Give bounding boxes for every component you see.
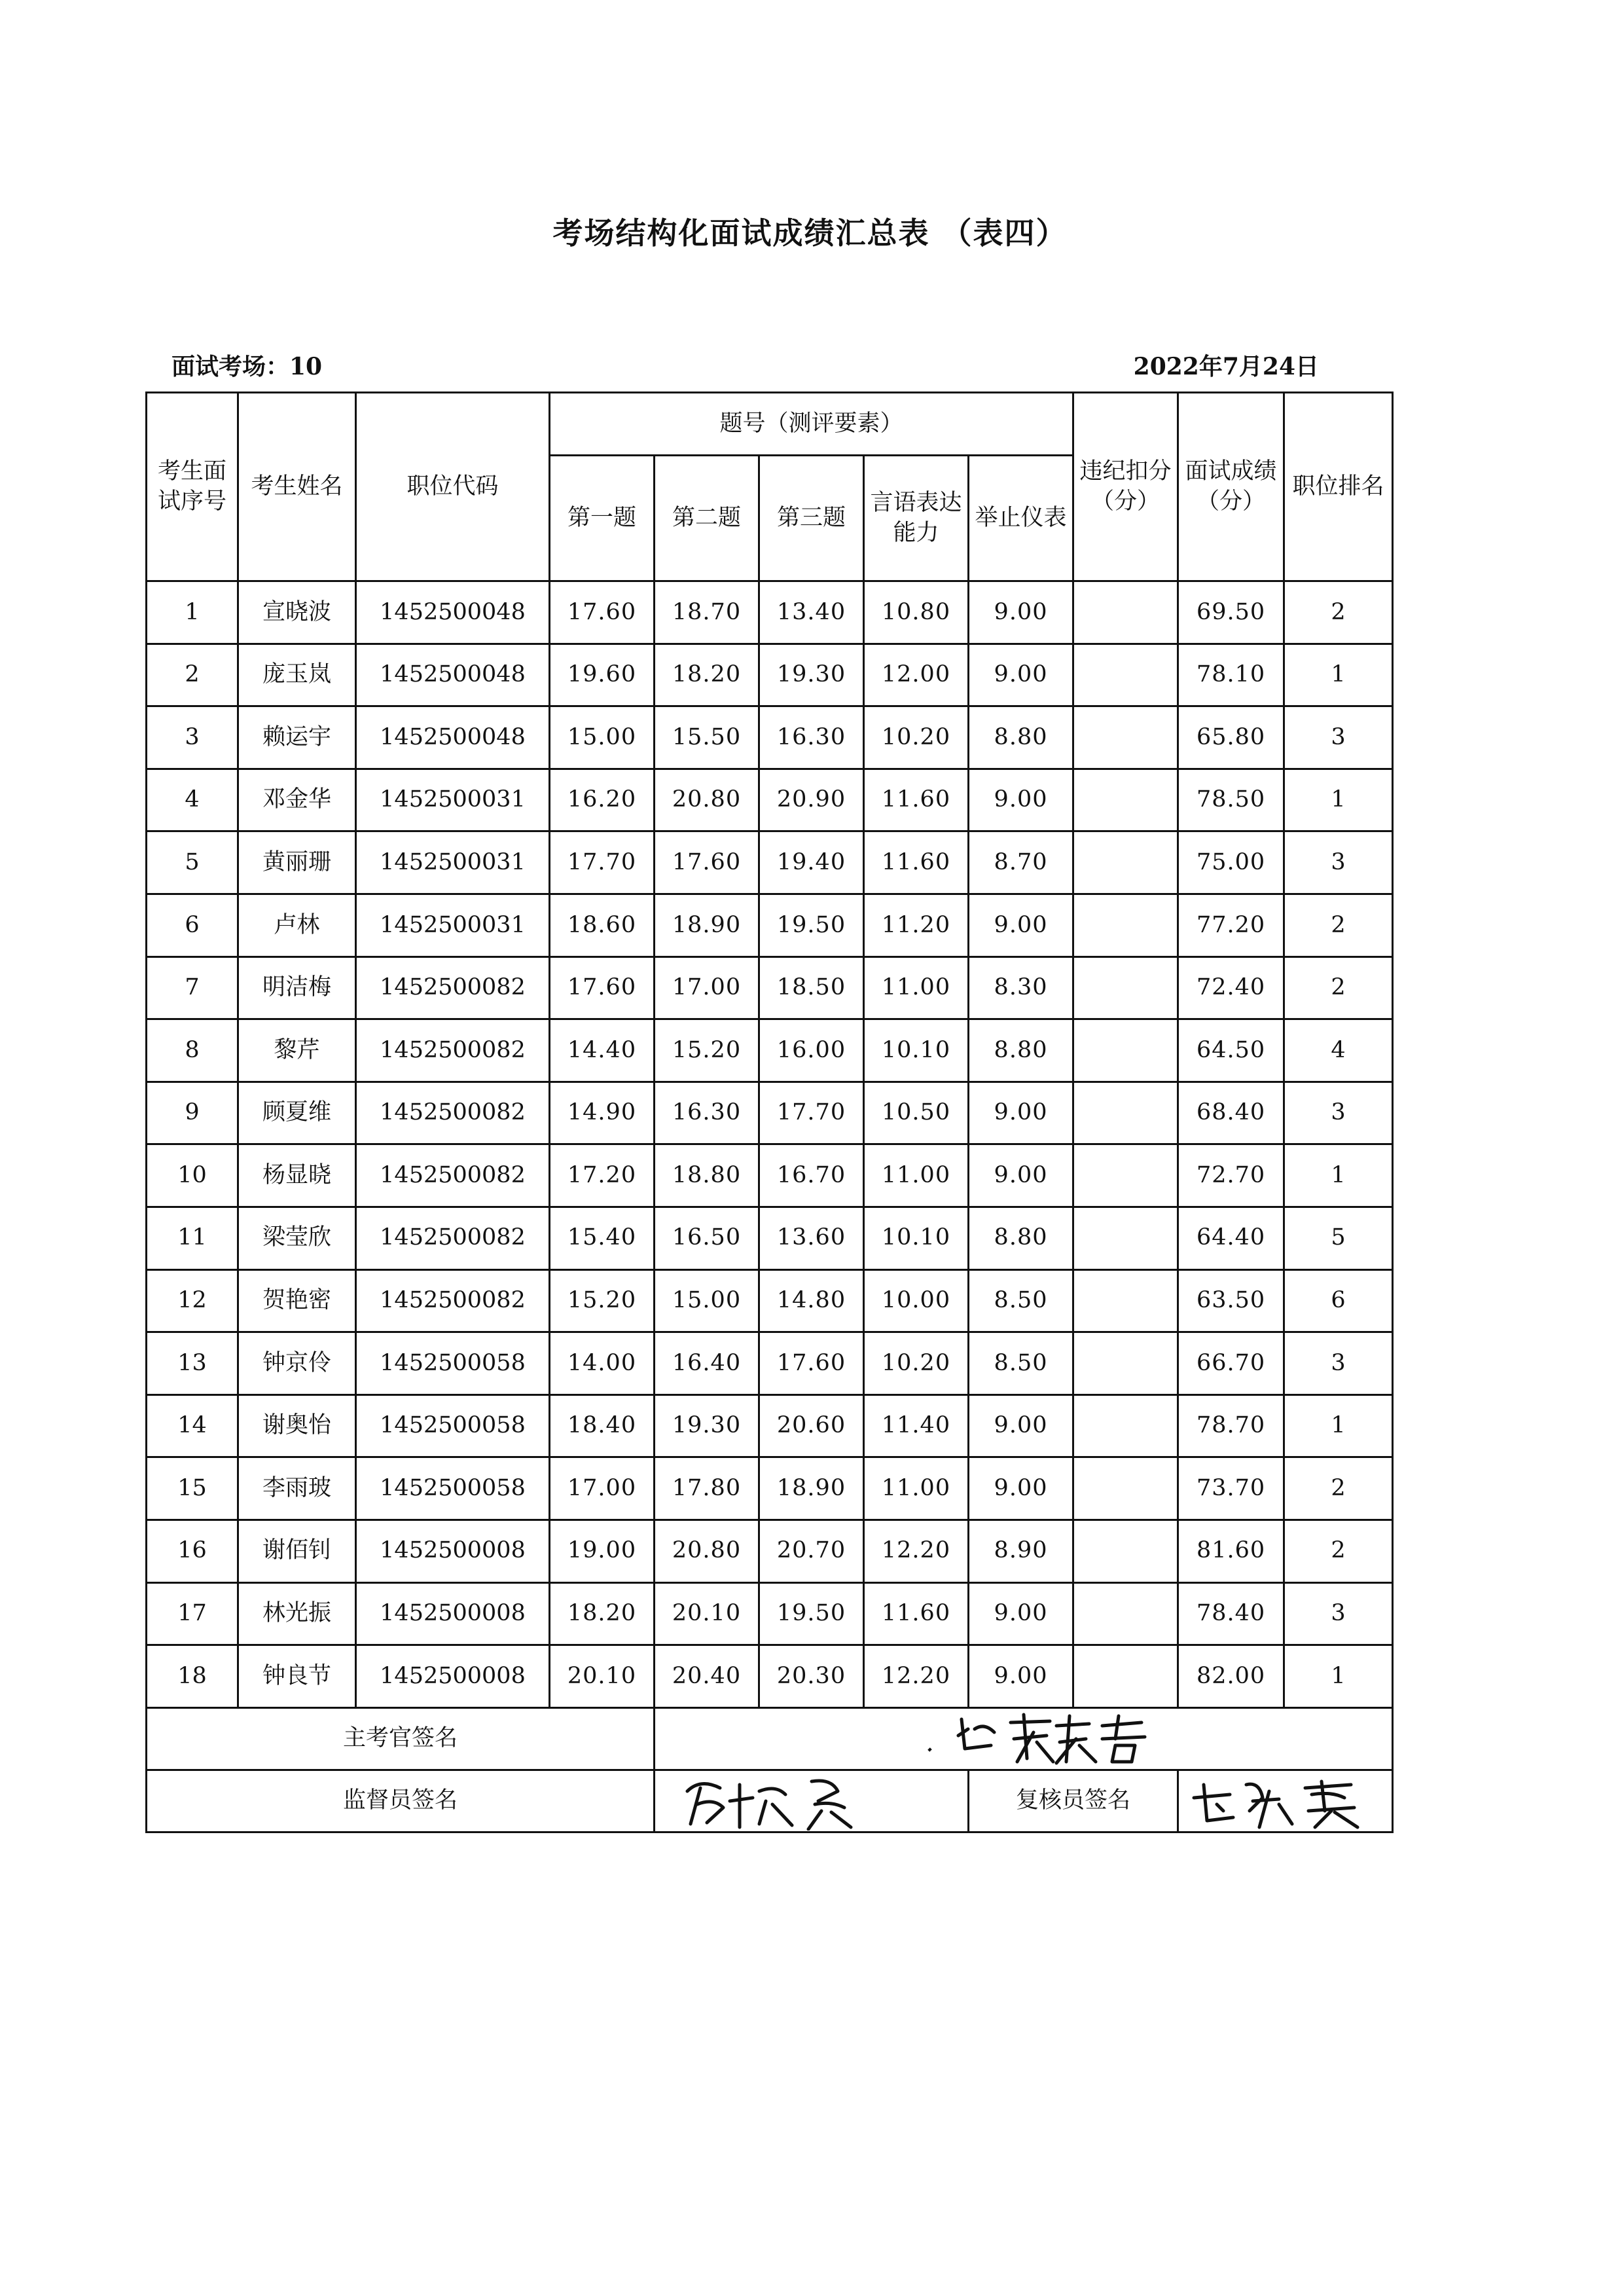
cell-q2: 17.60 (655, 831, 759, 894)
cell-position-code: 1452500082 (356, 957, 550, 1019)
cell-speech: 12.00 (864, 644, 969, 706)
cell-name: 钟京伶 (238, 1332, 356, 1395)
cell-position-code: 1452500008 (356, 1645, 550, 1708)
cell-position-code: 1452500031 (356, 769, 550, 831)
cell-q2: 18.80 (655, 1144, 759, 1207)
header-seq: 考生面试序号 (147, 393, 238, 581)
cell-position-code: 1452500058 (356, 1332, 550, 1395)
cell-q3: 19.40 (759, 831, 864, 894)
cell-rank: 3 (1284, 831, 1393, 894)
cell-manner: 9.00 (969, 769, 1073, 831)
document-title: 考场结构化面试成绩汇总表 （表四） (552, 215, 1068, 251)
cell-speech: 11.20 (864, 894, 969, 957)
cell-q2: 18.20 (655, 644, 759, 706)
cell-speech: 11.00 (864, 957, 969, 1019)
cell-violation (1073, 1207, 1178, 1269)
cell-position-code: 1452500008 (356, 1582, 550, 1645)
cell-name: 杨显晓 (238, 1144, 356, 1207)
cell-name: 赖运宇 (238, 706, 356, 769)
table-row (147, 644, 1393, 706)
cell-score: 64.50 (1178, 1019, 1284, 1082)
cell-seq: 6 (147, 894, 238, 957)
cell-seq: 12 (147, 1269, 238, 1332)
table-row (147, 1582, 1393, 1645)
cell-q3: 14.80 (759, 1269, 864, 1332)
cell-q1: 17.60 (550, 581, 655, 644)
table-row (147, 831, 1393, 894)
cell-violation (1073, 1144, 1178, 1207)
cell-score: 64.40 (1178, 1207, 1284, 1269)
exam-date: 2022年7月24日 (1133, 353, 1319, 380)
cell-q1: 15.00 (550, 706, 655, 769)
header-q1: 第一题 (550, 456, 655, 581)
cell-q2: 16.40 (655, 1332, 759, 1395)
cell-score: 75.00 (1178, 831, 1284, 894)
cell-q2: 20.40 (655, 1645, 759, 1708)
cell-score: 63.50 (1178, 1269, 1284, 1332)
cell-position-code: 1452500048 (356, 644, 550, 706)
cell-q2: 20.10 (655, 1582, 759, 1645)
scores-table (145, 392, 1394, 1833)
cell-score: 77.20 (1178, 894, 1284, 957)
cell-q3: 13.40 (759, 581, 864, 644)
cell-q1: 16.20 (550, 769, 655, 831)
cell-rank: 1 (1284, 644, 1393, 706)
cell-violation (1073, 1582, 1178, 1645)
table-row (147, 1520, 1393, 1582)
table-row (147, 1457, 1393, 1520)
handwritten-signature-reviewer (1181, 1772, 1390, 1831)
cell-score: 82.00 (1178, 1645, 1284, 1708)
header-position-code: 职位代码 (356, 393, 550, 581)
table-row (147, 894, 1393, 957)
cell-seq: 3 (147, 706, 238, 769)
cell-manner: 8.80 (969, 706, 1073, 769)
cell-violation (1073, 769, 1178, 831)
cell-speech: 10.10 (864, 1207, 969, 1269)
cell-violation (1073, 1645, 1178, 1708)
header-q2: 第二题 (655, 456, 759, 581)
cell-q2: 20.80 (655, 769, 759, 831)
cell-score: 78.10 (1178, 644, 1284, 706)
cell-speech: 10.20 (864, 706, 969, 769)
cell-name: 黎芹 (238, 1019, 356, 1082)
cell-position-code: 1452500048 (356, 581, 550, 644)
header-violation: 违纪扣分（分） (1073, 393, 1178, 581)
cell-q1: 17.20 (550, 1144, 655, 1207)
cell-q2: 20.80 (655, 1520, 759, 1582)
cell-q2: 15.50 (655, 706, 759, 769)
cell-name: 谢奥怡 (238, 1394, 356, 1457)
cell-q1: 20.10 (550, 1645, 655, 1708)
cell-name: 钟良节 (238, 1645, 356, 1708)
cell-speech: 10.50 (864, 1082, 969, 1144)
cell-name: 林光振 (238, 1582, 356, 1645)
cell-q1: 19.60 (550, 644, 655, 706)
cell-seq: 15 (147, 1457, 238, 1520)
cell-name: 贺艳密 (238, 1269, 356, 1332)
cell-q1: 18.60 (550, 894, 655, 957)
cell-position-code: 1452500082 (356, 1144, 550, 1207)
cell-score: 81.60 (1178, 1520, 1284, 1582)
cell-rank: 4 (1284, 1019, 1393, 1082)
cell-seq: 11 (147, 1207, 238, 1269)
cell-score: 72.70 (1178, 1144, 1284, 1207)
cell-position-code: 1452500082 (356, 1269, 550, 1332)
cell-manner: 8.90 (969, 1520, 1073, 1582)
cell-violation (1073, 1082, 1178, 1144)
cell-q2: 16.30 (655, 1082, 759, 1144)
cell-position-code: 1452500082 (356, 1019, 550, 1082)
cell-speech: 12.20 (864, 1645, 969, 1708)
cell-q1: 15.20 (550, 1269, 655, 1332)
cell-rank: 3 (1284, 1332, 1393, 1395)
cell-q3: 20.60 (759, 1394, 864, 1457)
cell-manner: 8.30 (969, 957, 1073, 1019)
cell-manner: 9.00 (969, 1582, 1073, 1645)
cell-manner: 8.80 (969, 1019, 1073, 1082)
cell-q3: 17.70 (759, 1082, 864, 1144)
cell-violation (1073, 706, 1178, 769)
cell-rank: 3 (1284, 1582, 1393, 1645)
cell-speech: 11.00 (864, 1457, 969, 1520)
cell-rank: 2 (1284, 894, 1393, 957)
cell-seq: 16 (147, 1520, 238, 1582)
cell-manner: 9.00 (969, 894, 1073, 957)
cell-q1: 18.40 (550, 1394, 655, 1457)
cell-violation (1073, 894, 1178, 957)
cell-q3: 16.30 (759, 706, 864, 769)
cell-q3: 16.70 (759, 1144, 864, 1207)
cell-score: 69.50 (1178, 581, 1284, 644)
cell-name: 宣晓波 (238, 581, 356, 644)
cell-rank: 2 (1284, 957, 1393, 1019)
cell-score: 78.50 (1178, 769, 1284, 831)
cell-speech: 10.00 (864, 1269, 969, 1332)
cell-violation (1073, 1332, 1178, 1395)
cell-q1: 14.90 (550, 1082, 655, 1144)
header-q3: 第三题 (759, 456, 864, 581)
cell-violation (1073, 581, 1178, 644)
cell-q3: 17.60 (759, 1332, 864, 1395)
cell-seq: 1 (147, 581, 238, 644)
cell-speech: 11.00 (864, 1144, 969, 1207)
table-row (147, 581, 1393, 644)
cell-name: 庞玉岚 (238, 644, 356, 706)
cell-manner: 9.00 (969, 1457, 1073, 1520)
table-row (147, 769, 1393, 831)
cell-q3: 20.90 (759, 769, 864, 831)
cell-violation (1073, 1457, 1178, 1520)
table-row (147, 1144, 1393, 1207)
reviewer-signature (1178, 1770, 1393, 1832)
cell-rank: 1 (1284, 1645, 1393, 1708)
cell-seq: 4 (147, 769, 238, 831)
table-row (147, 1082, 1393, 1144)
cell-q2: 17.00 (655, 957, 759, 1019)
cell-q1: 17.70 (550, 831, 655, 894)
cell-violation (1073, 1019, 1178, 1082)
cell-score: 78.70 (1178, 1394, 1284, 1457)
cell-seq: 5 (147, 831, 238, 894)
cell-q1: 19.00 (550, 1520, 655, 1582)
cell-q3: 13.60 (759, 1207, 864, 1269)
table-row (147, 957, 1393, 1019)
supervisor-label: 监督员签名 (147, 1770, 655, 1832)
cell-seq: 10 (147, 1144, 238, 1207)
cell-position-code: 1452500031 (356, 894, 550, 957)
cell-manner: 9.00 (969, 1394, 1073, 1457)
cell-seq: 7 (147, 957, 238, 1019)
cell-position-code: 1452500008 (356, 1520, 550, 1582)
cell-score: 66.70 (1178, 1332, 1284, 1395)
table-row (147, 1332, 1393, 1395)
cell-q1: 14.00 (550, 1332, 655, 1395)
cell-manner: 9.00 (969, 644, 1073, 706)
cell-speech: 10.20 (864, 1332, 969, 1395)
cell-position-code: 1452500058 (356, 1394, 550, 1457)
table-body (147, 581, 1393, 1708)
cell-q1: 17.00 (550, 1457, 655, 1520)
cell-rank: 5 (1284, 1207, 1393, 1269)
cell-rank: 2 (1284, 1457, 1393, 1520)
cell-seq: 18 (147, 1645, 238, 1708)
cell-q2: 16.50 (655, 1207, 759, 1269)
cell-q2: 15.00 (655, 1269, 759, 1332)
cell-position-code: 1452500048 (356, 706, 550, 769)
signature-section (147, 1707, 1393, 1832)
cell-name: 黄丽珊 (238, 831, 356, 894)
cell-name: 谢佰钊 (238, 1520, 356, 1582)
cell-seq: 8 (147, 1019, 238, 1082)
cell-name: 梁莹欣 (238, 1207, 356, 1269)
cell-score: 68.40 (1178, 1082, 1284, 1144)
table-row (147, 1394, 1393, 1457)
cell-name: 明洁梅 (238, 957, 356, 1019)
cell-name: 李雨玻 (238, 1457, 356, 1520)
cell-q2: 15.20 (655, 1019, 759, 1082)
cell-manner: 9.00 (969, 1144, 1073, 1207)
cell-position-code: 1452500031 (356, 831, 550, 894)
cell-seq: 2 (147, 644, 238, 706)
header-rank: 职位排名 (1284, 393, 1393, 581)
exam-room-label: 面试考场：10 (171, 353, 323, 380)
cell-rank: 1 (1284, 1144, 1393, 1207)
cell-rank: 3 (1284, 706, 1393, 769)
chief-examiner-label: 主考官签名 (147, 1707, 655, 1770)
cell-speech: 10.10 (864, 1019, 969, 1082)
cell-manner: 8.80 (969, 1207, 1073, 1269)
cell-rank: 2 (1284, 1520, 1393, 1582)
cell-rank: 6 (1284, 1269, 1393, 1332)
cell-q2: 17.80 (655, 1457, 759, 1520)
cell-q1: 14.40 (550, 1019, 655, 1082)
table-header (147, 393, 1393, 581)
header-manner: 举止仪表 (969, 456, 1073, 581)
table-row (147, 1269, 1393, 1332)
cell-name: 邓金华 (238, 769, 356, 831)
header-score: 面试成绩（分） (1178, 393, 1284, 581)
table-row (147, 1645, 1393, 1708)
cell-q3: 19.50 (759, 894, 864, 957)
header-name: 考生姓名 (238, 393, 356, 581)
cell-seq: 17 (147, 1582, 238, 1645)
cell-q3: 20.70 (759, 1520, 864, 1582)
cell-name: 顾夏维 (238, 1082, 356, 1144)
reviewer-label: 复核员签名 (969, 1770, 1178, 1832)
cell-score: 72.40 (1178, 957, 1284, 1019)
cell-position-code: 1452500082 (356, 1082, 550, 1144)
cell-score: 78.40 (1178, 1582, 1284, 1645)
table-row (147, 706, 1393, 769)
table-row (147, 1019, 1393, 1082)
cell-manner: 8.50 (969, 1332, 1073, 1395)
cell-name: 卢林 (238, 894, 356, 957)
cell-score: 73.70 (1178, 1457, 1284, 1520)
cell-position-code: 1452500082 (356, 1207, 550, 1269)
cell-violation (1073, 1394, 1178, 1457)
cell-seq: 9 (147, 1082, 238, 1144)
cell-seq: 13 (147, 1332, 238, 1395)
supervisor-signature (655, 1770, 969, 1832)
cell-manner: 8.70 (969, 831, 1073, 894)
cell-speech: 10.80 (864, 581, 969, 644)
cell-q2: 18.70 (655, 581, 759, 644)
cell-speech: 11.40 (864, 1394, 969, 1457)
cell-score: 65.80 (1178, 706, 1284, 769)
cell-q3: 19.50 (759, 1582, 864, 1645)
cell-q3: 18.90 (759, 1457, 864, 1520)
cell-violation (1073, 957, 1178, 1019)
cell-q3: 19.30 (759, 644, 864, 706)
cell-manner: 8.50 (969, 1269, 1073, 1332)
cell-manner: 9.00 (969, 581, 1073, 644)
cell-violation (1073, 1520, 1178, 1582)
chief-examiner-signature (655, 1707, 1393, 1770)
cell-manner: 9.00 (969, 1645, 1073, 1708)
cell-rank: 3 (1284, 1082, 1393, 1144)
cell-rank: 2 (1284, 581, 1393, 644)
header-speech: 言语表达能力 (864, 456, 969, 581)
cell-q3: 16.00 (759, 1019, 864, 1082)
header-questions-group: 题号（测评要素） (550, 393, 1073, 456)
cell-q3: 18.50 (759, 957, 864, 1019)
cell-q1: 15.40 (550, 1207, 655, 1269)
cell-speech: 12.20 (864, 1520, 969, 1582)
cell-violation (1073, 831, 1178, 894)
cell-rank: 1 (1284, 769, 1393, 831)
cell-manner: 9.00 (969, 1082, 1073, 1144)
cell-violation (1073, 644, 1178, 706)
cell-q3: 20.30 (759, 1645, 864, 1708)
cell-q1: 18.20 (550, 1582, 655, 1645)
cell-violation (1073, 1269, 1178, 1332)
cell-speech: 11.60 (864, 1582, 969, 1645)
cell-rank: 1 (1284, 1394, 1393, 1457)
cell-speech: 11.60 (864, 769, 969, 831)
handwritten-signature-supervisor (661, 1772, 962, 1831)
cell-q2: 18.90 (655, 894, 759, 957)
cell-position-code: 1452500058 (356, 1457, 550, 1520)
table-row (147, 1207, 1393, 1269)
cell-speech: 11.60 (864, 831, 969, 894)
cell-q1: 17.60 (550, 957, 655, 1019)
cell-q2: 19.30 (655, 1394, 759, 1457)
handwritten-signature-chief (827, 1709, 1220, 1768)
cell-seq: 14 (147, 1394, 238, 1457)
